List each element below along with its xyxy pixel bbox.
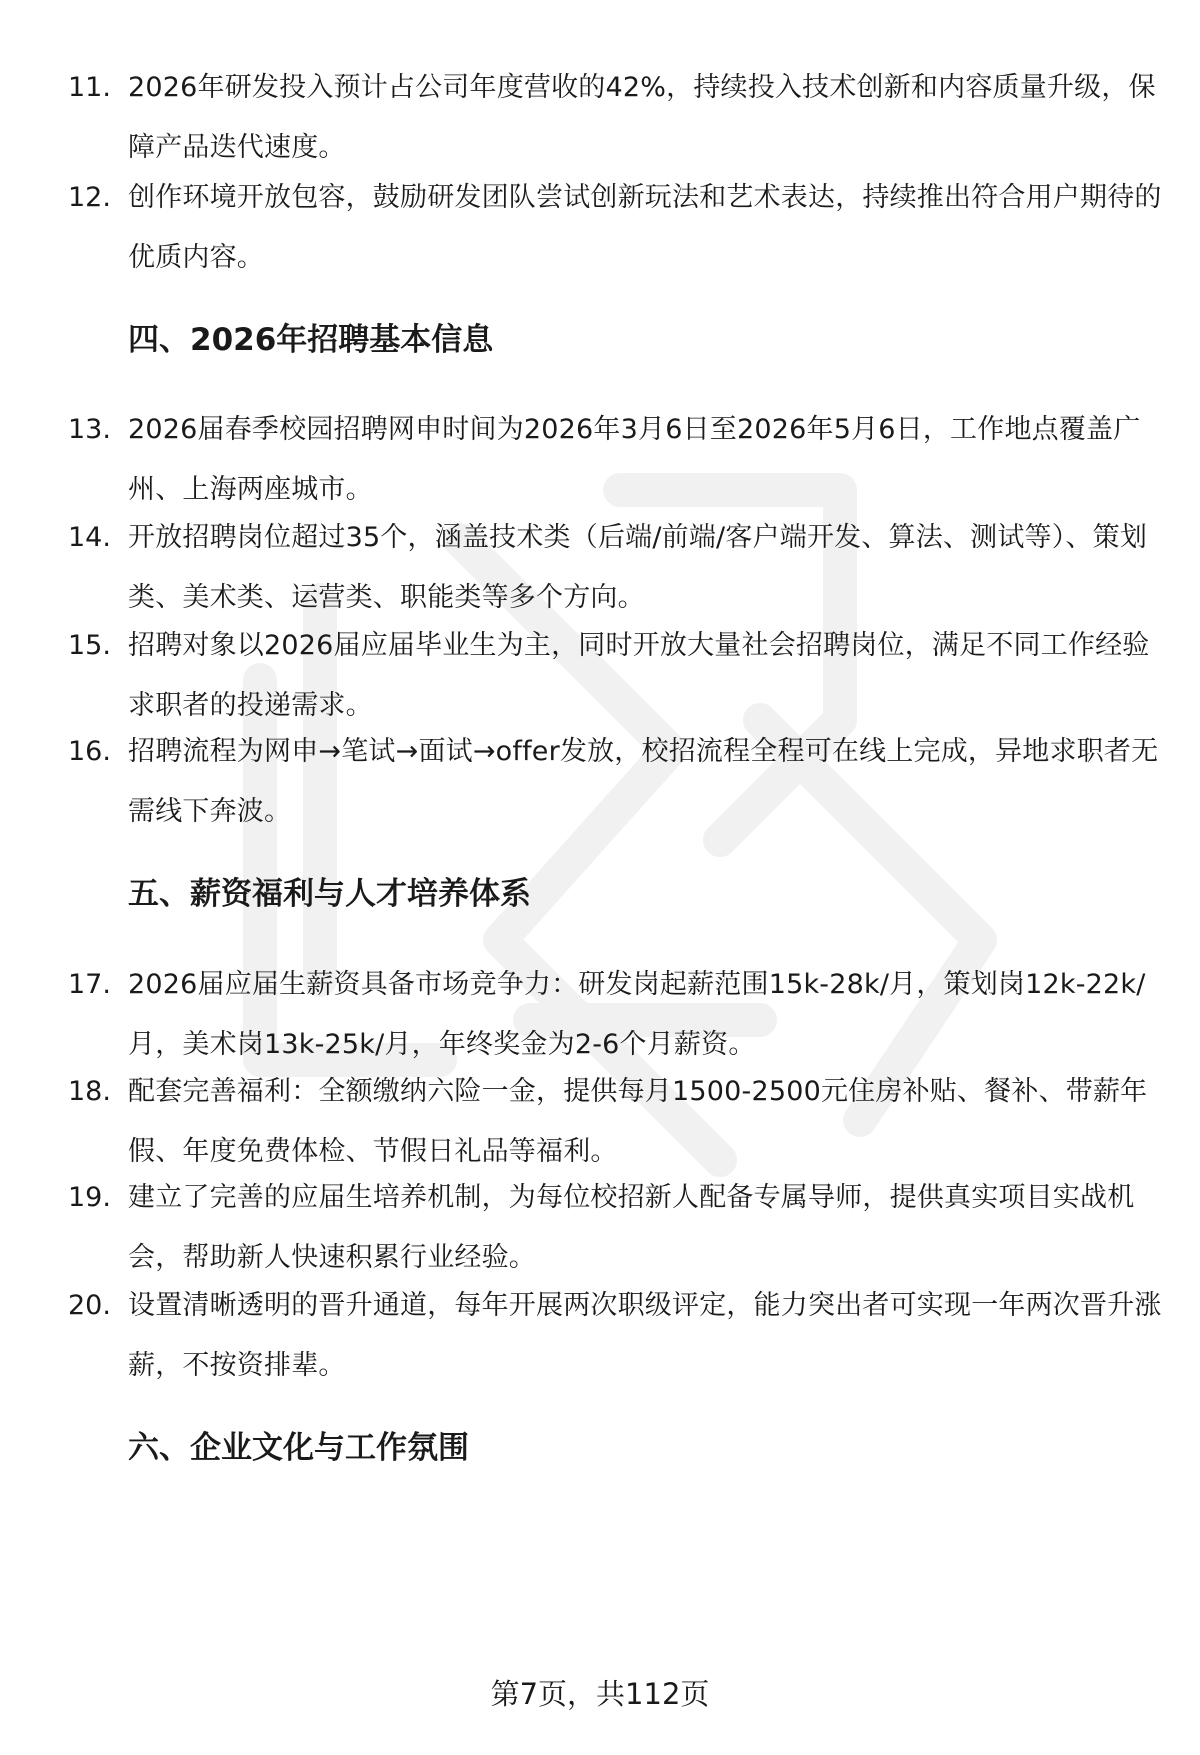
list-item-17 (68, 955, 1168, 1075)
list-item-18 (68, 1062, 1168, 1182)
section-heading-5: 五、薪资福利与人才培养体系 (128, 876, 531, 912)
item-text: 2026届春季校园招聘网申时间为2026年3月6日至2026年5月6日，工作地点覆盖广州、上海两座城市。 (128, 414, 1141, 505)
item-number: 16. (68, 736, 111, 767)
list-item-12 (68, 168, 1168, 288)
item-number: 15. (68, 630, 111, 661)
item-text: 配套完善福利：全额缴纳六险一金，提供每月1500-2500元住房补贴、餐补、带薪年假、年度免费体检、节假日礼品等福利。 (128, 1076, 1148, 1167)
item-number: 18. (68, 1076, 111, 1107)
list-item-13 (68, 400, 1168, 520)
item-number: 13. (68, 414, 111, 445)
list-item-20 (68, 1276, 1168, 1396)
item-text: 设置清晰透明的晋升通道，每年开展两次职级评定，能力突出者可实现一年两次晋升涨薪，不按资排辈。 (128, 1290, 1162, 1381)
section-heading-4: 四、2026年招聘基本信息 (128, 322, 494, 358)
item-text: 招聘流程为网申→笔试→面试→offer发放，校招流程全程可在线上完成，异地求职者无需线下奔波。 (128, 736, 1159, 827)
item-text: 开放招聘岗位超过35个，涵盖技术类（后端/前端/客户端开发、算法、测试等）、策划类、美术类、运营类、职能类等多个方向。 (128, 522, 1148, 613)
list-item-11 (68, 58, 1168, 178)
item-text: 2026年研发投入预计占公司年度营收的42%，持续投入技术创新和内容质量升级，保障产品迭代速度。 (128, 72, 1156, 163)
item-number: 11. (68, 72, 111, 103)
page-footer: 第7页，共112页 (490, 1677, 710, 1711)
list-item-19 (68, 1168, 1168, 1288)
item-text: 招聘对象以2026届应届毕业生为主，同时开放大量社会招聘岗位，满足不同工作经验求职者的投递需求。 (128, 630, 1150, 721)
list-item-15 (68, 616, 1168, 736)
list-item-14 (68, 508, 1168, 628)
item-number: 12. (68, 182, 111, 213)
item-text: 建立了完善的应届生培养机制，为每位校招新人配备专属导师，提供真实项目实战机会，帮助新人快速积累行业经验。 (128, 1182, 1135, 1273)
section-heading-6: 六、企业文化与工作氛围 (128, 1430, 469, 1466)
item-number: 20. (68, 1290, 111, 1321)
list-item-16 (68, 722, 1168, 842)
item-text: 2026届应届生薪资具备市场竞争力：研发岗起薪范围15k-28k/月，策划岗12k-22k/月，美术岗13k-25k/月，年终奖金为2-6个月薪资。 (128, 969, 1146, 1060)
item-number: 17. (68, 969, 111, 1000)
item-text: 创作环境开放包容，鼓励研发团队尝试创新玩法和艺术表达，持续推出符合用户期待的优质内容。 (128, 182, 1162, 273)
item-number: 19. (68, 1182, 111, 1213)
item-number: 14. (68, 522, 111, 553)
